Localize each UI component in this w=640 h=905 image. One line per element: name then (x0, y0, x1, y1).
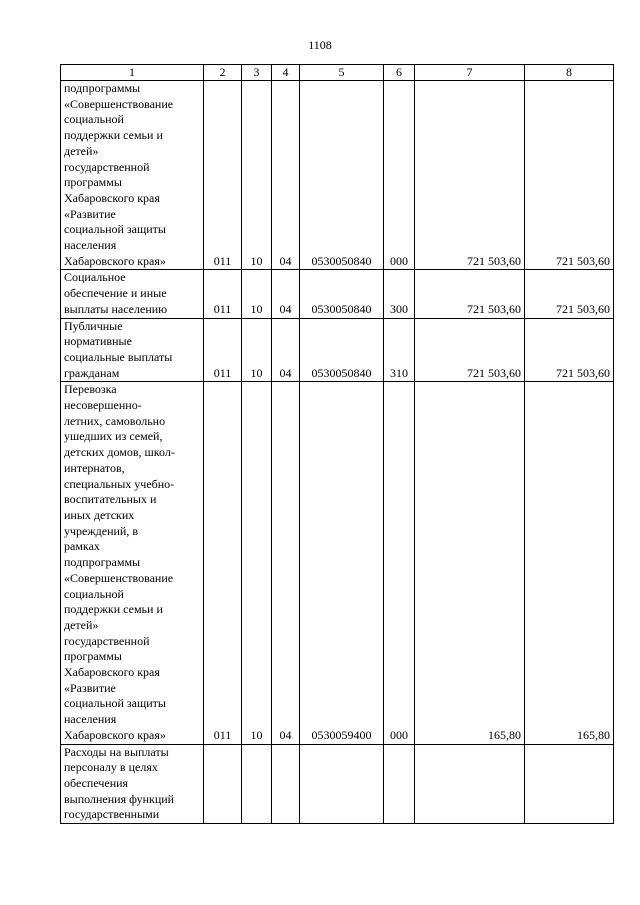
cell-amount-2: 721 503,60 (525, 81, 614, 270)
table-row (61, 81, 614, 270)
row-name: Публичные нормативные социальные выплаты гражданам (64, 318, 173, 380)
cell-target-article: 0530059400 (300, 382, 384, 744)
cell-amount-1 (415, 744, 525, 824)
cell-amount-1: 165,80 (415, 382, 525, 744)
cell-section: 10 (242, 81, 272, 270)
cell-subsection: 04 (272, 318, 300, 382)
cell-expense-type: 310 (384, 318, 415, 382)
cell-section: 10 (242, 270, 272, 318)
cell-expense-type: 000 (384, 382, 415, 744)
row-name-cell (61, 81, 204, 270)
header-col-2: 2 (204, 65, 242, 81)
row-name-cell (61, 744, 204, 824)
cell-amount-2: 721 503,60 (525, 270, 614, 318)
cell-subsection: 04 (272, 270, 300, 318)
header-col-5: 5 (300, 65, 384, 81)
row-name-cell (61, 382, 204, 744)
cell-target-article: 0530050840 (300, 81, 384, 270)
cell-amount-2: 721 503,60 (525, 318, 614, 382)
table-row (61, 270, 614, 318)
cell-ministry: 011 (204, 81, 242, 270)
row-name-cell (61, 318, 204, 382)
header-col-4: 4 (272, 65, 300, 81)
cell-subsection: 04 (272, 81, 300, 270)
cell-target-article: 0530050840 (300, 270, 384, 318)
cell-amount-2: 165,80 (525, 382, 614, 744)
cell-expense-type (384, 744, 415, 824)
row-name-cell (61, 270, 204, 318)
cell-ministry (204, 744, 242, 824)
cell-subsection (272, 744, 300, 824)
cell-section: 10 (242, 318, 272, 382)
cell-ministry: 011 (204, 270, 242, 318)
cell-amount-1: 721 503,60 (415, 318, 525, 382)
cell-amount-1: 721 503,60 (415, 81, 525, 270)
cell-section (242, 744, 272, 824)
table-row (61, 744, 614, 824)
cell-subsection: 04 (272, 382, 300, 744)
cell-amount-2 (525, 744, 614, 824)
cell-target-article (300, 744, 384, 824)
header-row (61, 65, 614, 81)
cell-expense-type: 300 (384, 270, 415, 318)
row-name: Перевозка несовершенно- летних, самовольно ушедших из семей, детских домов, школ- интернатов, специальных учебно- воспитательных и иных детских учреждений, в рамках подпрограммы «Совершенствование социальной поддержки семьи и детей» государственной программы Хабаровского края «Развитие социальной защиты населения Хабаровского края» (64, 382, 175, 742)
cell-ministry: 011 (204, 318, 242, 382)
cell-amount-1: 721 503,60 (415, 270, 525, 318)
table-row (61, 382, 614, 744)
cell-section: 10 (242, 382, 272, 744)
header-col-7: 7 (415, 65, 525, 81)
header-col-8: 8 (525, 65, 614, 81)
header-col-3: 3 (242, 65, 272, 81)
cell-expense-type: 000 (384, 81, 415, 270)
budget-table (60, 64, 614, 824)
row-name: подпрограммы «Совершенствование социальной поддержки семьи и детей» государственной программы Хабаровского края «Развитие социальной защиты населения Хабаровского края» (64, 81, 174, 268)
cell-target-article: 0530050840 (300, 318, 384, 382)
cell-ministry: 011 (204, 382, 242, 744)
row-name: Социальное обеспечение и иные выплаты населению (64, 270, 168, 316)
row-name: Расходы на выплаты персоналу в целях обеспечения выполнения функций государственными (64, 744, 175, 822)
table-row (61, 318, 614, 382)
header-col-1: 1 (61, 65, 204, 81)
page-number: 1108 (308, 38, 332, 52)
header-col-6: 6 (384, 65, 415, 81)
